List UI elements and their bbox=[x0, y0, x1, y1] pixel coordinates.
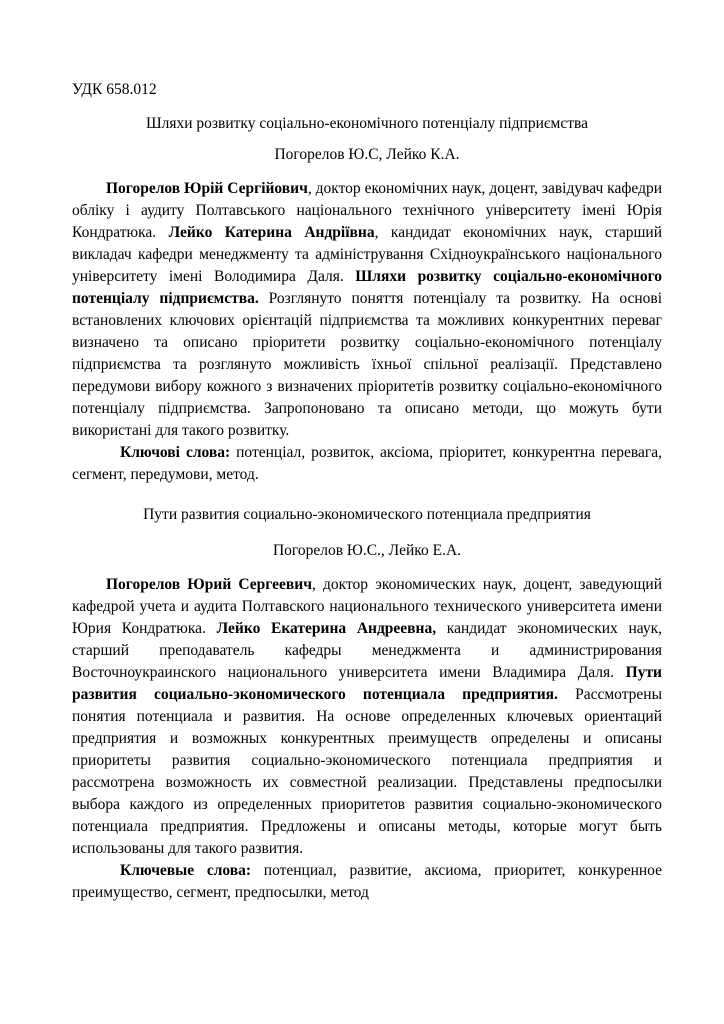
keywords-uk-label: Ключові слова: bbox=[120, 443, 231, 461]
keywords-ru-label: Ключевые слова: bbox=[120, 861, 252, 879]
spacer bbox=[72, 486, 662, 504]
abstract-russian bbox=[72, 574, 662, 860]
keywords-ukrainian bbox=[72, 442, 662, 486]
keywords-uk-text: потенціал, розвиток, аксіома, пріоритет, конкурентна перевага, сегмент, передумови, метод. bbox=[72, 443, 662, 483]
title-russian: Пути развития социально-экономического потенциала предприятия bbox=[143, 505, 591, 523]
abstract-ukrainian bbox=[72, 178, 662, 442]
abstract-ru-seg-5: Рассмотрены понятия потенциала и развития. На основе определенных ключевых ориентаций предприятия и возможных конкурентных преимуществ определены и описаны приоритеты развития социально-экономического потенциала предприятия и рассмотрена возможность их совместной реализации. Представлены предпосылки выбора каждого из определенных приоритетов развития социально-экономического потенциала предприятия. Предложены и описаны методы, которые могут быть использованы для такого развития. bbox=[72, 685, 662, 857]
spacer bbox=[72, 530, 662, 540]
abstract-ru-seg-1: , доктор экономических наук, доцент, заведующий кафедрой учета и аудита Полтавского национального технического университета имени Юрия Кондратюка. bbox=[72, 575, 662, 637]
title-ukrainian: Шляхи розвитку соціально-економічного потенціалу підприємства bbox=[146, 114, 588, 132]
abstract-uk-seg-2: Лейко Катерина Андріївна bbox=[168, 223, 375, 241]
abstract-uk-seg-5: Розглянуто поняття потенціалу та розвитку. На основі встановлених ключових орієнтацій підприємства та можливих конкурентних переваг визначено та описано пріоритети розвитку соціально-економічного потенціалу підприємства та розглянуто можливість їхньої спільної реалізації. Представлено передумови вибору кожного з визначених пріоритетів розвитку соціально-економічного потенціалу підприємства. Запропоновано та описано методи, що можуть бути використані для такого розвитку. bbox=[72, 289, 663, 439]
abstract-ru-seg-4: Пути развития социально-экономического потенциала предприятия. bbox=[72, 663, 662, 703]
authors-russian: Погорелов Ю.С., Лейко Е.А. bbox=[272, 542, 462, 560]
abstract-ru-seg-2: Лейко Екатерина Андреевна, bbox=[216, 619, 437, 637]
abstract-ru-seg-0: Погорелов Юрий Сергеевич bbox=[106, 575, 312, 593]
keywords-ru-text: потенциал, развитие, аксиома, приоритет, конкуренное преимущество, сегмент, предпосылки, метод bbox=[72, 861, 662, 901]
abstract-uk-seg-3: , кандидат економічних наук, старший викладач кафедри менеджменту та адміністрування Східноукраїнського національного університету імені Володимира Даля. bbox=[72, 223, 662, 285]
abstract-uk-seg-4: Шляхи розвитку соціально-економічного потенціалу підприємства. bbox=[72, 267, 662, 307]
abstract-uk-seg-0: Погорелов Юрій Сергійович bbox=[106, 179, 308, 197]
udk-code: УДК 658.012 bbox=[72, 81, 157, 98]
abstract-uk-seg-1: , доктор економічних наук, доцент, завідувач кафедри обліку і аудиту Полтавського національного технічного університету імені Юрія Кондратюка. bbox=[72, 179, 662, 241]
authors-ukrainian: Погорелов Ю.С, Лейко К.А. bbox=[274, 146, 460, 164]
keywords-russian bbox=[72, 860, 662, 904]
abstract-ru-seg-3: кандидат экономических наук, старший преподаватель кафедры менеджмента и администрирования Восточноукраинского национального университета имени Владимира Даля. bbox=[72, 619, 662, 681]
